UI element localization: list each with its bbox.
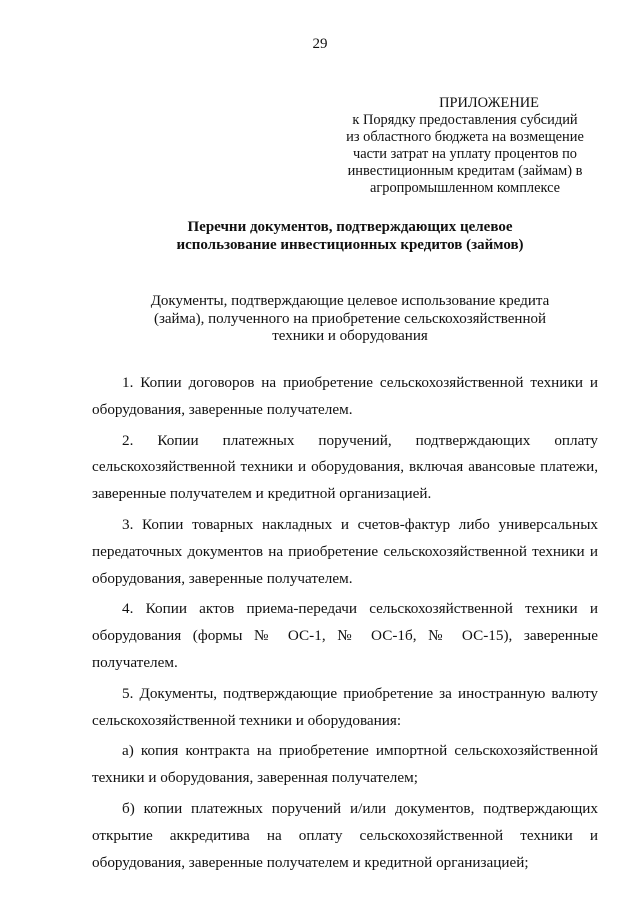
appendix-line: агропромышленном комплексе <box>369 180 561 196</box>
list-item: 1. Копии договоров на приобретение сельскохозяйственной техники и оборудования, заверенные получателем. <box>92 374 598 418</box>
section-title <box>60 293 640 346</box>
list-item: 4. Копии актов приема-передачи сельскохозяйственной техники и оборудования (формы № ОС-1, № ОС-1б, № ОС-15), заверенные получателем. <box>92 600 598 671</box>
appendix-line: инвестиционным кредитам (займам) в <box>347 163 583 179</box>
document-title <box>60 218 640 254</box>
list-item: а) копия контракта на приобретение импортной сельскохозяйственной техники и оборудования, заверенная получателем; <box>92 742 598 787</box>
document-title-line: Перечни документов, подтверждающих целевое <box>187 219 513 235</box>
appendix-line: к Порядку предоставления субсидий <box>352 112 578 128</box>
appendix-header <box>334 95 596 197</box>
document-title-line: использование инвестиционных кредитов (займов) <box>176 237 524 253</box>
document-body <box>92 370 598 876</box>
page-number: 29 <box>312 36 328 52</box>
list-item: 3. Копии товарных накладных и счетов-фактур либо универсальных передаточных документов на приобретение сельскохозяйственной техники и оборудования, заверенные получателем. <box>92 515 598 587</box>
section-title-line: (займа), полученного на приобретение сельскохозяйственной <box>153 310 547 327</box>
list-item: б) копии платежных поручений и/или документов, подтверждающих открытие аккредитива на оплату сельскохозяйственной техники и оборудования, заверенные получателем и кредитной организацией; <box>92 799 598 871</box>
appendix-title: ПРИЛОЖЕНИЕ <box>439 95 539 111</box>
section-title-line: техники и оборудования <box>272 328 428 344</box>
list-item: 5. Документы, подтверждающие приобретение за иностранную валюту сельскохозяйственной техники и оборудования: <box>92 684 598 729</box>
appendix-line: из областного бюджета на возмещение <box>346 129 584 145</box>
appendix-line: части затрат на уплату процентов по <box>353 146 577 162</box>
list-item: 2. Копии платежных поручений, подтверждающих оплату сельскохозяйственной техники и оборудования, включая авансовые платежи, заверенные получателем и кредитной организацией. <box>92 431 598 503</box>
section-title-line: Документы, подтверждающие целевое использование кредита <box>150 293 550 309</box>
